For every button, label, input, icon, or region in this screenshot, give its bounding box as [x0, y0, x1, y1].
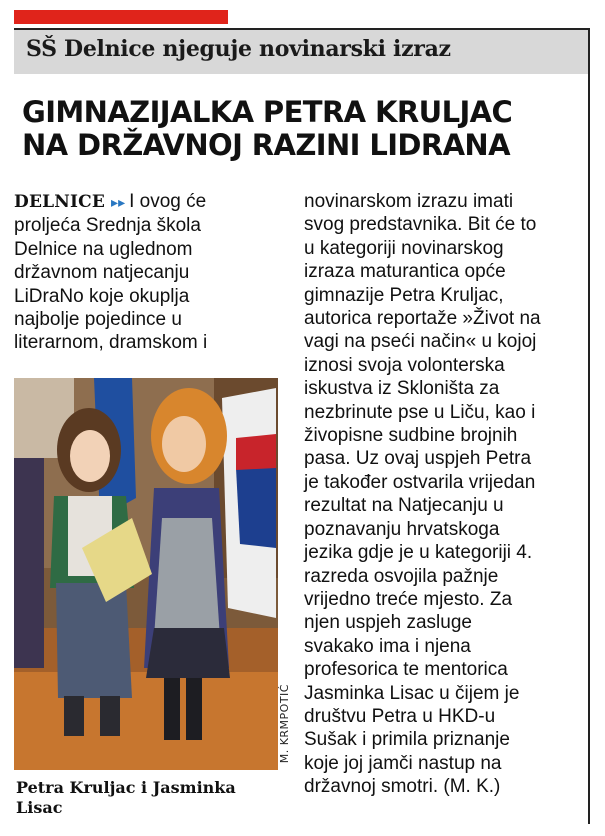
body-line: I ovog će — [129, 191, 207, 212]
headline-line-1: GIMNAZIJALKA PETRA KRULJAC — [22, 95, 513, 129]
caption-line-2: Lisac — [16, 798, 63, 817]
section-accent-bar — [14, 10, 228, 24]
body-line: iskustva iz Skloništa za — [304, 378, 500, 400]
caption-line-1: Petra Kruljac i Jasminka — [16, 778, 236, 797]
body-column-right — [304, 190, 584, 799]
body-line: gimnazije Petra Kruljac, — [304, 284, 504, 306]
body-line: društvu Petra u HKD-u — [304, 705, 496, 727]
photo-caption — [16, 778, 278, 818]
body-line: je također ostvarila vrijedan — [304, 471, 536, 493]
body-line: državnoj smotri. (M. K.) — [304, 776, 501, 798]
body-line: Delnice na uglednom — [14, 238, 193, 260]
body-line: literarnom, dramskom i — [14, 332, 208, 354]
body-column-left — [14, 190, 276, 355]
body-line: vagi na pseći način« u kojoj — [304, 331, 537, 353]
body-line: LiDraNo koje okuplja — [14, 285, 190, 307]
body-line: Sušak i primila priznanje — [304, 729, 510, 751]
body-line: proljeća Srednja škola — [14, 215, 201, 237]
body-line: Jasminka Lisac u čijem je — [304, 682, 520, 704]
body-line: razreda osvojila pažnje — [304, 565, 499, 587]
body-line: iznosi svoja volonterska — [304, 354, 505, 376]
kicker: SŠ Delnice njeguje novinarski izraz — [26, 36, 451, 62]
body-line: svakako ima i njena — [304, 635, 471, 657]
body-line: pasa. Uz ovaj uspjeh Petra — [304, 448, 532, 470]
body-line: nezbrinute pse u Liču, kao i — [304, 401, 536, 423]
body-line: državnom natjecanju — [14, 262, 190, 284]
body-line: jezika gdje je u kategoriji 4. — [304, 542, 533, 564]
body-line: poznavanju hrvatskoga — [304, 518, 500, 540]
body-line: živopisne sudbine brojnih — [304, 425, 518, 447]
right-rule — [588, 28, 590, 824]
body-line: najbolje pojedince u — [14, 309, 182, 331]
article-photo — [14, 378, 278, 770]
headline-line-2: NA DRŽAVNOJ RAZINI LIDRANA — [22, 128, 510, 162]
body-line: rezultat na Natjecanju u — [304, 495, 504, 517]
dateline-arrows-icon: ▸▸ — [111, 194, 126, 210]
dateline: DELNICE — [14, 192, 106, 212]
body-line: novinarskom izrazu imati — [304, 191, 514, 212]
body-line-first — [14, 190, 276, 214]
body-line: u kategoriji novinarskog — [304, 237, 504, 259]
body-line: profesorica te mentorica — [304, 659, 508, 681]
photo-credit: M. KRMPOTIĆ — [278, 684, 291, 764]
headline — [22, 96, 582, 162]
body-line: izraza maturantica opće — [304, 261, 506, 283]
body-line: autorica reportaže »Život na — [304, 308, 541, 330]
body-line: vrijedno treće mjesto. Za — [304, 588, 513, 610]
body-line: svog predstavnika. Bit će to — [304, 214, 537, 236]
body-line: koje joj jamči nastup na — [304, 752, 502, 774]
photo-illustration — [14, 378, 278, 770]
body-line: njen uspjeh zasluge — [304, 612, 472, 634]
